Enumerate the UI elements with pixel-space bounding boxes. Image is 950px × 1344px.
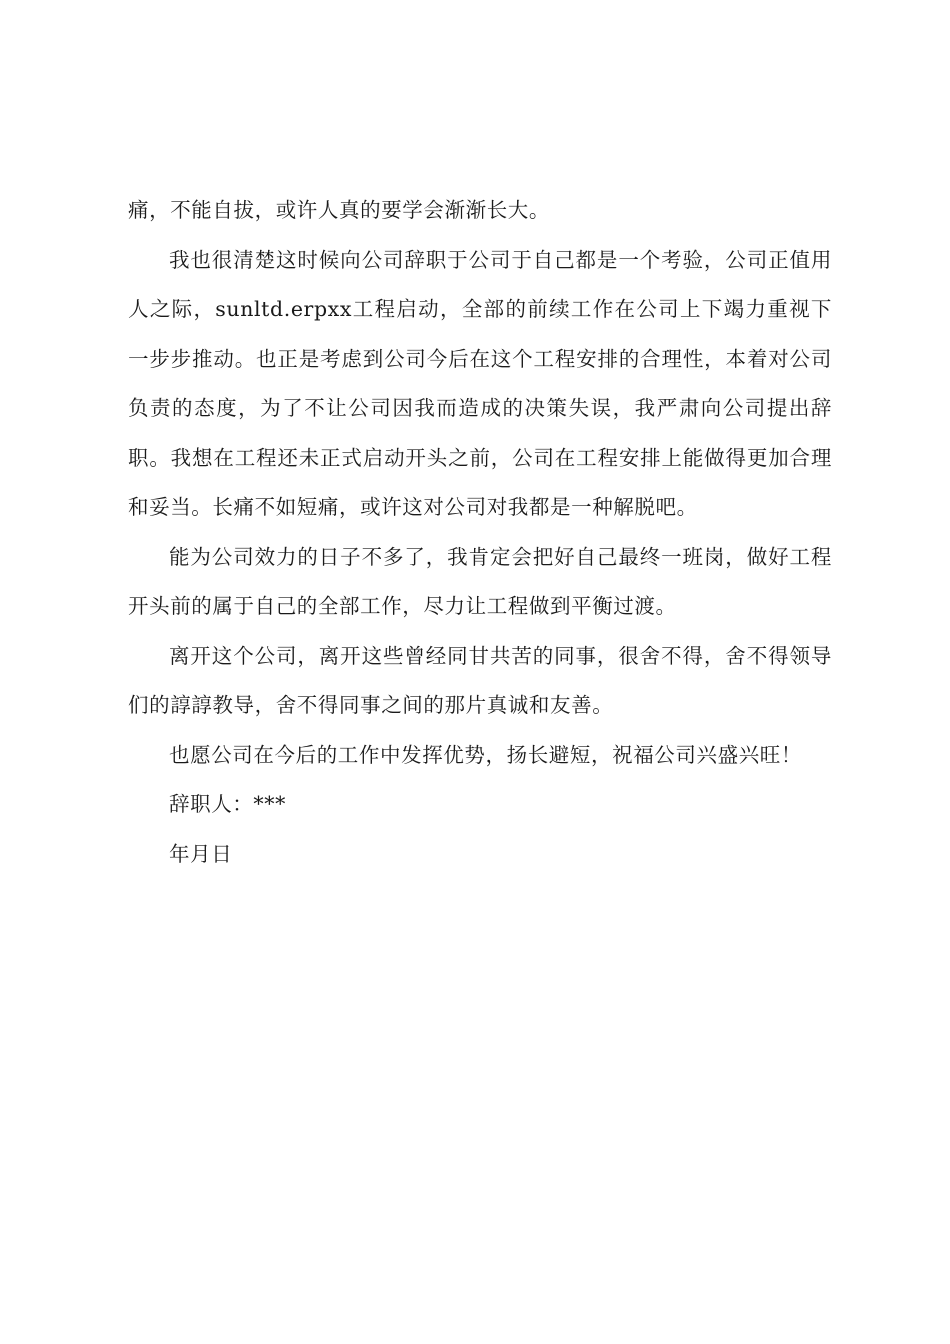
signature-date: 年月日 <box>169 841 233 866</box>
paragraph-continued: 痛，不能自拔，或许人真的要学会渐渐长大。 <box>128 198 550 222</box>
paragraph-farewell: 离开这个公司，离开这些曾经同甘共苦的同事，很舍不得，舍不得领导们的諄諄教导，舍不得同事之间的那片真诚和友善。 <box>128 643 832 717</box>
paragraph-wishes: 也愿公司在今后的工作中发挥优势，扬长避短，祝福公司兴盛兴旺！ <box>169 742 802 767</box>
signature-resigner: 辞职人：*** <box>169 792 286 816</box>
letter-body <box>128 186 832 879</box>
paragraph-commitment: 能为公司效力的日子不多了，我肯定会把好自己最终一班岗，做好工程开头前的属于自己的全部工作，尽力让工程做到平衡过渡。 <box>128 544 832 618</box>
paragraph-resignation-reason: 我也很清楚这时候向公司辞职于公司于自己都是一个考验，公司正值用人之际，sunltd.erpxx工程启动，全部的前续工作在公司上下竭力重视下一步步推动。也正是考虑到公司今后在这个工程安排的合理性，本着对公司负责的态度，为了不让公司因我而造成的决策失误，我严肃向公司提出辞职。我想在工程还未正式启动开头之前，公司在工程安排上能做得更加合理和妥当。长痛不如短痛，或许这对公司对我都是一种解脱吧。 <box>128 247 832 519</box>
